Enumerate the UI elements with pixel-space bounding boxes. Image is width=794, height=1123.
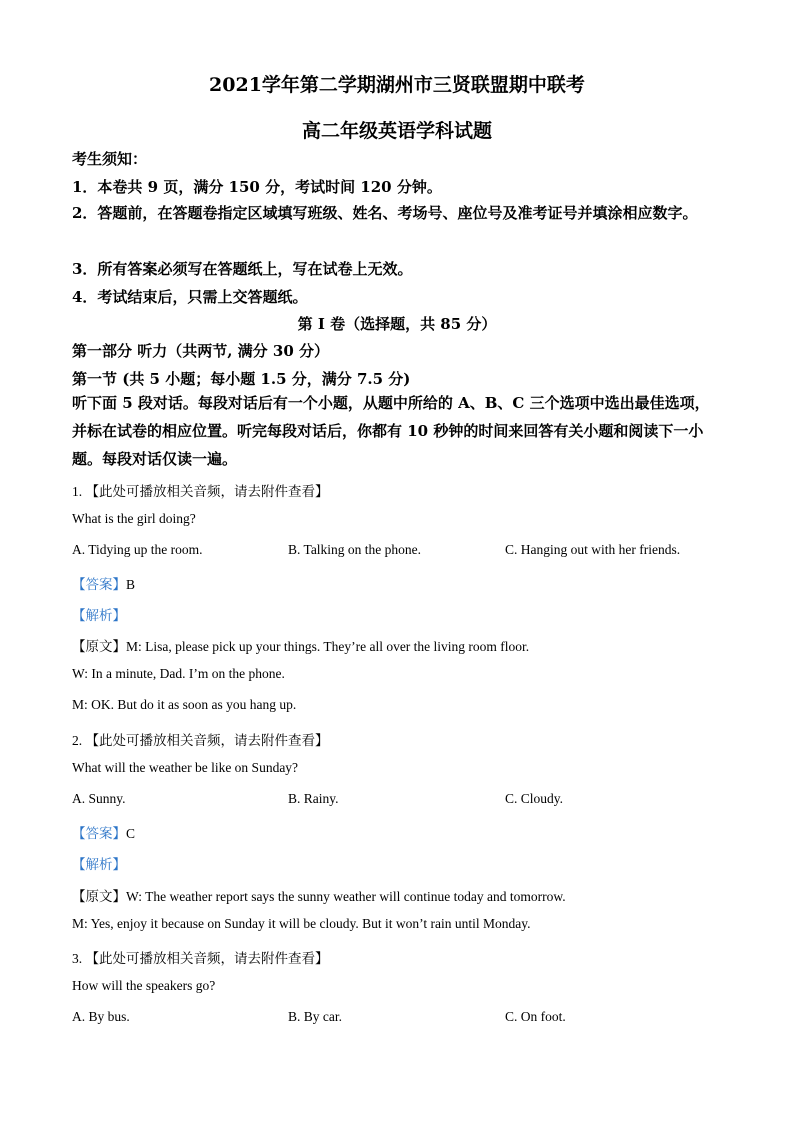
exam-subtitle: 高二年级英语学科试题 [301, 120, 492, 142]
question-text-3: How will the speakers go? [72, 978, 216, 993]
script-line [72, 885, 566, 905]
option-a: A. Sunny. [72, 791, 126, 806]
exam-title: 2021学年第二学期湖州市三贤联盟期中联考 [209, 74, 585, 96]
script-text: W: The weather report says the sunny weather will continue today and tomorrow. [126, 889, 566, 904]
option-b: B. Talking on the phone. [288, 542, 422, 557]
answer-value: B [126, 577, 136, 592]
analysis-label-text: 【解析】 [72, 608, 126, 624]
notice-item-1: 1．本卷共 9 页，满分 150 分，考试时间 120 分钟。 [72, 178, 442, 196]
notice-heading: 考生须知： [72, 150, 148, 168]
option-c: C. Hanging out with her friends. [505, 542, 681, 557]
script-line: M: OK. But do it as soon as you hang up. [72, 697, 297, 712]
option-b: B. By car. [288, 1009, 342, 1024]
section-heading: 第一节 (共 5 小题；每小题 1.5 分，满分 7.5 分) [72, 370, 411, 388]
audio-note-3: 3. 【此处可播放相关音频，请去附件查看】 [72, 951, 329, 966]
option-c: C. Cloudy. [505, 791, 564, 806]
part-heading: 第一部分 听力（共两节, 满分 30 分） [72, 342, 329, 360]
script-line [72, 635, 529, 655]
answer-label: 【答案】 [72, 577, 126, 593]
answer-line [72, 573, 135, 593]
option-b: B. Rainy. [288, 791, 339, 806]
option-a: A. Tidying up the room. [72, 542, 203, 557]
script-line: M: Yes, enjoy it because on Sunday it will be cloudy. But it won’t rain until Monday. [72, 916, 531, 931]
question-text-2: What will the weather be like on Sunday? [72, 760, 299, 775]
option-a: A. By bus. [72, 1009, 130, 1024]
script-label: 【原文】 [72, 639, 126, 655]
script-line: W: In a minute, Dad. I’m on the phone. [72, 666, 285, 681]
notice-item-2: 2．答题前，在答题卷指定区域填写班级、姓名、考场号、座位号及准考证号并填涂相应数字。 [72, 204, 698, 222]
audio-note-1: 1. 【此处可播放相关音频，请去附件查看】 [72, 484, 329, 499]
answer-value: C [126, 826, 136, 841]
answer-label: 【答案】 [72, 826, 126, 842]
volume-heading: 第 I 卷（选择题，共 85 分） [297, 315, 497, 333]
notice-item-4: 4．考试结束后，只需上交答题纸。 [72, 288, 308, 306]
answer-line [72, 822, 135, 842]
analysis-label-text: 【解析】 [72, 857, 126, 873]
question-text-1: What is the girl doing? [72, 511, 196, 526]
script-label: 【原文】 [72, 889, 126, 905]
analysis-label [72, 853, 126, 873]
listening-instructions: 听下面 5 段对话。每段对话后有一个小题，从题中所给的 A、B、C 三个选项中选出最佳选项，并标在试卷的相应位置。听完每段对话后，你都有 10 秒钟的时间来回答有关小题和阅读下一小题。每段对话仅读一遍。 [72, 394, 710, 468]
notice-item-3: 3．所有答案必须写在答题纸上，写在试卷上无效。 [72, 260, 413, 278]
analysis-label [72, 604, 126, 624]
audio-note-2: 2. 【此处可播放相关音频，请去附件查看】 [72, 733, 329, 748]
option-c: C. On foot. [505, 1009, 566, 1024]
script-text: M: Lisa, please pick up your things. They’re all over the living room floor. [126, 639, 530, 654]
